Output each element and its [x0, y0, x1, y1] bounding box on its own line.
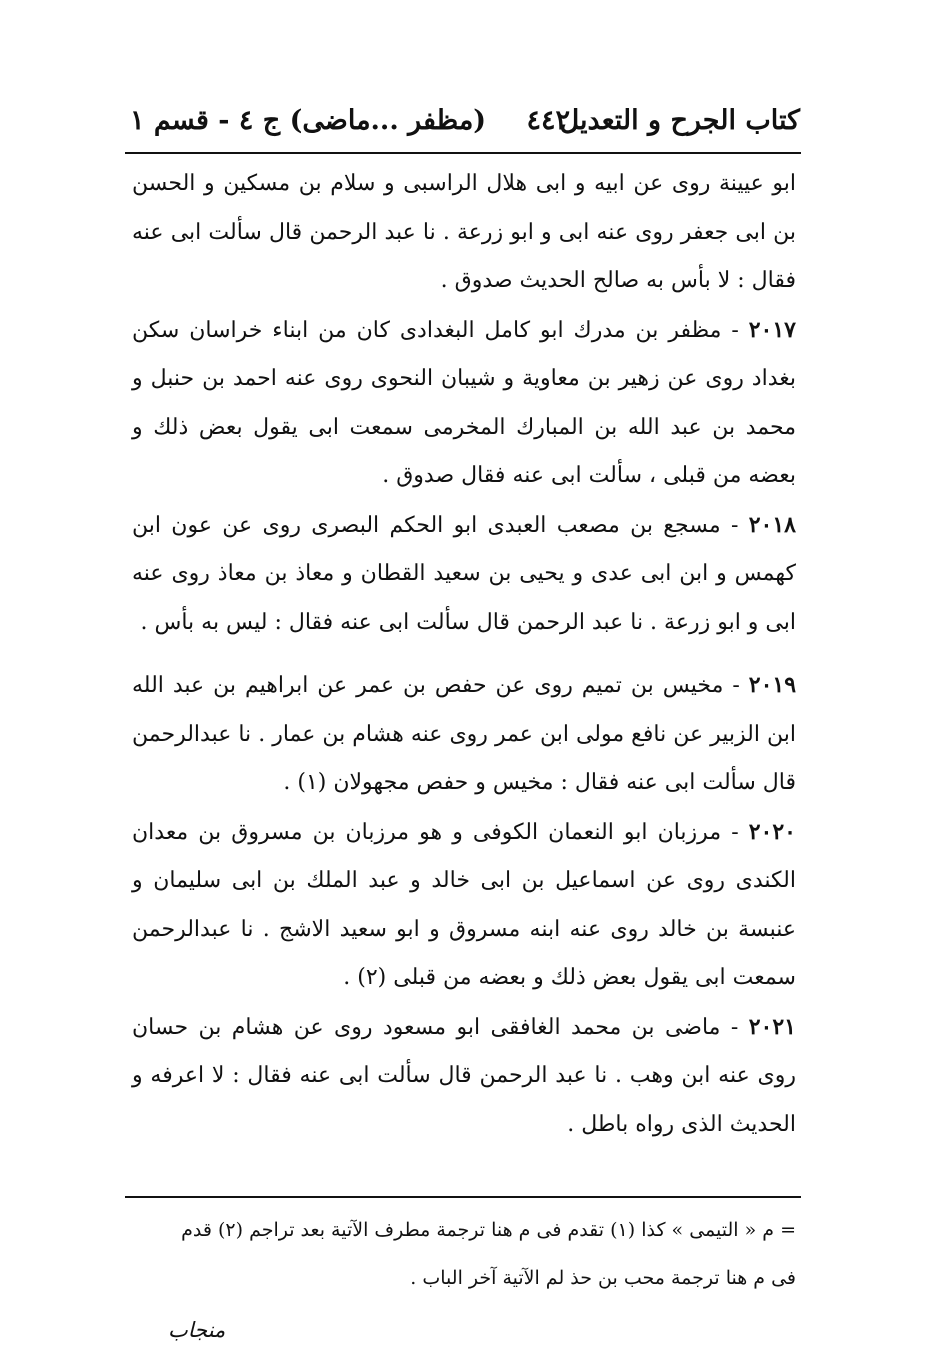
footnote-rule — [125, 1196, 801, 1198]
entry-text: ماضى بن محمد الغافقى ابو مسعود روى عن هشام بن حسان روى عنه ابن وهب . نا عبد الرحمن قال سألت ابى عنه فقال : لا اعرفه و الحديث الذى رواه باطل . — [132, 1014, 796, 1137]
entry-text: مسجع بن مصعب العبدى ابو الحكم البصرى روى عن عون ابن كهمس و ابن ابى عدى و يحيى بن سعيد القطان و معاذ بن معاذ روى عنه ابى و ابو زرعة . نا عبد الرحمن قال سألت ابى عنه فقال : ليس به بأس . — [132, 512, 796, 635]
entry-2017 — [132, 306, 796, 501]
entry-2021 — [132, 1003, 796, 1150]
footnote-line: = م « التيمى » كذا (١) تقدم فى م هنا ترجمة مطرف الآتية بعد تراجم (٢) قدم — [181, 1219, 796, 1241]
entry-dash: - — [721, 317, 739, 343]
entry-number: ٢٠١٧ — [748, 316, 796, 343]
section-range: (مظفر ...ماضى) ج ٤ - قسم ١ — [130, 105, 487, 136]
running-header — [130, 96, 800, 146]
entry-2019 — [132, 661, 796, 808]
entry-dash: - — [720, 512, 739, 538]
entry-number: ٢٠١٨ — [748, 511, 796, 538]
entry-text: مخيس بن تميم روى عن حفص بن عمر عن ابراهيم بن عبد الله ابن الزبير عن نافع مولى ابن عمر روى عنه هشام بن عمار . نا عبدالرحمن قال سألت ابى عنه فقال : مخيس و حفص مجهولان (١) . — [132, 673, 796, 795]
entry-number: ٢٠٢١ — [748, 1013, 796, 1040]
entry-2020 — [132, 808, 796, 1003]
entry-text: مرزبان ابو النعمان الكوفى و هو مرزبان بن مسروق بن معدان الكندى روى عن اسماعيل بن ابى خالد و عبد الملك بن ابى سليمان و عنبسة بن خالد روى عنه ابنه مسروق و ابو سعيد الاشج . نا عبدالرحمن سمعت ابى يقول بعض ذلك و بعضه من قبلى (٢) . — [132, 819, 796, 990]
header-rule — [125, 152, 801, 154]
entry-dash: - — [723, 673, 740, 698]
entry-number: ٢٠١٩ — [748, 672, 797, 698]
continuation-paragraph: ابو عيينة روى عن ابيه و ابى هلال الراسبى و سلام بن مسكين و الحسن بن ابى جعفر روى عنه ابى و ابو زرعة . نا عبد الرحمن قال سألت ابى عنه فقال : لا بأس به صالح الحديث صدوق . — [132, 171, 796, 293]
body-text — [132, 160, 796, 1149]
page-number: ٤٤٢ — [526, 105, 570, 136]
entry-dash: - — [721, 819, 739, 845]
footnotes — [132, 1206, 796, 1302]
entry-text: مظفر بن مدرك ابو كامل البغدادى كان من ابناء خراسان سكن بغداد روى عن زهير بن معاوية و شيبان النحوى روى عنه احمد بن حنبل و محمد بن عبد الله بن المبارك المخرمى سمعت ابى يقول بعض ذلك و بعضه من قبلى ، سألت ابى عنه فقال صدوق . — [132, 317, 796, 488]
footnote-line: فى م هنا ترجمة محب بن حذ لم الآتية آخر الباب . — [410, 1267, 796, 1289]
entry-2018 — [132, 501, 796, 648]
book-title: كتاب الجرح و التعديل — [559, 105, 800, 136]
entry-number: ٢٠٢٠ — [748, 818, 796, 845]
catchword: منجاب — [168, 1318, 226, 1342]
entry-dash: - — [720, 1014, 739, 1040]
